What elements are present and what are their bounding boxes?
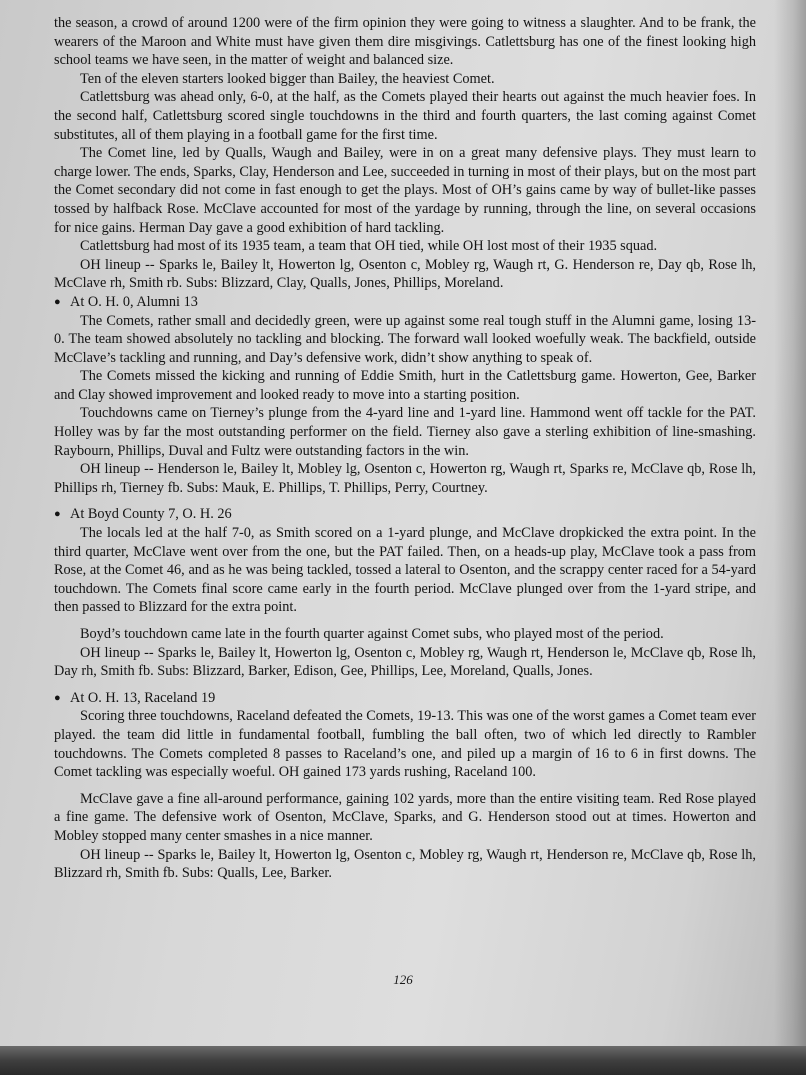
paragraph: Catlettsburg had most of its 1935 team, a team that OH tied, while OH lost most of their 1935 squad.	[80, 238, 658, 255]
bullet-icon: ●	[54, 508, 61, 521]
paragraph: OH lineup -- Sparks le, Bailey lt, Howerton lg, Osenton c, Mobley rg, Waugh rt, Henderson re, McClave qb, Rose lh, Blizzard rh, Smith fb. Subs: Qualls, Lee, Barker.	[54, 846, 756, 882]
paragraph: Boyd’s touchdown came late in the fourth quarter against Comet subs, who played most of the period.	[80, 626, 664, 642]
paragraph: OH lineup -- Sparks le, Bailey lt, Howerton lg, Osenton c, Mobley rg, Waugh rt, Henderson le, McClave qb, Rose lh, Day rh, Smith fb. Subs: Blizzard, Barker, Edison, Gee, Phillips, Lee, Moreland, Qualls, Jones.	[54, 644, 756, 680]
game-heading	[54, 293, 756, 312]
paragraph: Ten of the eleven starters looked bigger than Bailey, the heaviest Comet.	[80, 70, 495, 87]
bullet-icon: ●	[54, 691, 61, 704]
paragraph: Touchdowns came on Tierney’s plunge from the 4-yard line and 1-yard line. Hammond went off tackle for the PAT. Holley was by far the most outstanding performer on the field. Tierney also gave a sterling exhibition of line-smashing. Raybourn, Phillips, Duval and Fultz were outstanding factors in the win.	[54, 405, 756, 459]
paragraph: OH lineup -- Sparks le, Bailey lt, Howerton lg, Osenton c, Mobley rg, Waugh rt, G. Henderson re, Day qb, Rose lh, McClave rh, Smith rb. Subs: Blizzard, Clay, Qualls, Jones, Phillips, Moreland.	[54, 256, 756, 292]
paragraph: Scoring three touchdowns, Raceland defeated the Comets, 19-13. This was one of the worst games a Comet team ever played. the team did little in fundamental football, fumbling the ball often, two of which led directly to Rambler touchdowns. The Comets completed 8 passes to Raceland’s one, and piled up a margin of 16 to 6 in first downs. The Comet tackling was especially woeful. OH gained 173 yards rushing, Raceland 100.	[54, 708, 756, 781]
game-heading	[54, 505, 756, 524]
section-gap	[54, 617, 756, 625]
section-gap	[54, 497, 756, 505]
table-surface	[0, 1046, 806, 1075]
paragraph: Catlettsburg was ahead only, 6-0, at the half, as the Comets played their hearts out against the much heavier foes. In the second half, Catlettsburg scored single touchdowns in the third and fourth quarters, the last coming against Comet substitutes, all of them playing in a football game for the first time.	[54, 89, 756, 143]
section-gap	[54, 681, 756, 689]
section-gap	[54, 782, 756, 790]
paragraph: The Comets, rather small and decidedly green, were up against some real tough stuff in the Alumni game, losing 13-0. The team showed absolutely no tackling and blocking. The forward wall looked woefully weak. The backfield, outside McClave’s tackling and running, and Day’s defensive work, didn’t show anything to speak of.	[54, 312, 756, 366]
game-heading-text: At Boyd County 7, O. H. 26	[70, 506, 232, 523]
page-text	[54, 14, 756, 883]
game-heading	[54, 689, 756, 708]
paragraph: The locals led at the half 7-0, as Smith scored on a 1-yard plunge, and McClave dropkicked the extra point. In the third quarter, McClave went over from the one, but the PAT failed. Then, on a heads-up play, McClave took a pass from Rose, at the Comet 46, and as he was being tackled, tossed a lateral to Osenton, and the scrappy center raced for a 54-yard touchdown. The Comets final score came early in the fourth period. McClave plunged over from the 1-yard stripe, and then passed to Blizzard for the extra point.	[54, 525, 756, 616]
paragraph: McClave gave a fine all-around performance, gaining 102 yards, more than the entire visiting team. Red Rose played a fine game. The defensive work of Osenton, McClave, Sparks, and G. Henderson stood out at times. Howerton and Mobley stopped many center smashes in a nice manner.	[54, 790, 756, 844]
page-binding-shadow	[774, 0, 806, 1046]
paragraph: The Comets missed the kicking and running of Eddie Smith, hurt in the Catlettsburg game. Howerton, Gee, Barker and Clay showed improvement and looked ready to move into a starting position.	[54, 368, 756, 403]
game-heading-text: At O. H. 0, Alumni 13	[70, 293, 198, 310]
bullet-icon: ●	[54, 295, 61, 308]
paragraph: the season, a crowd of around 1200 were of the firm opinion they were going to witness a slaughter. And to be frank, the wearers of the Maroon and White must have given them dire misgivings. Catlettsburg has one of the finest looking high school teams we have seen, in the matter of weight and balanced size.	[54, 15, 756, 69]
paragraph: OH lineup -- Henderson le, Bailey lt, Mobley lg, Osenton c, Howerton rg, Waugh rt, Sparks re, McClave qb, Rose lh, Phillips rh, Tierney fb. Subs: Mauk, E. Phillips, T. Phillips, Perry, Courtney.	[54, 461, 756, 496]
paragraph: The Comet line, led by Qualls, Waugh and Bailey, were in on a great many defensive plays. They must learn to charge lower. The ends, Sparks, Clay, Henderson and Lee, succeeded in turning in most of their plays, but on the most part the Comet secondary did not come in fast enough to get the plays. Most of OH’s gains came by way of bullet-like passes tossed by halfback Rose. McClave accounted for most of the yardage by running, through the line, on several occasions for nice gains. Herman Day gave a good exhibition of hard tackling.	[54, 145, 756, 236]
game-heading-text: At O. H. 13, Raceland 19	[70, 689, 216, 706]
page-number: 126	[393, 972, 413, 987]
